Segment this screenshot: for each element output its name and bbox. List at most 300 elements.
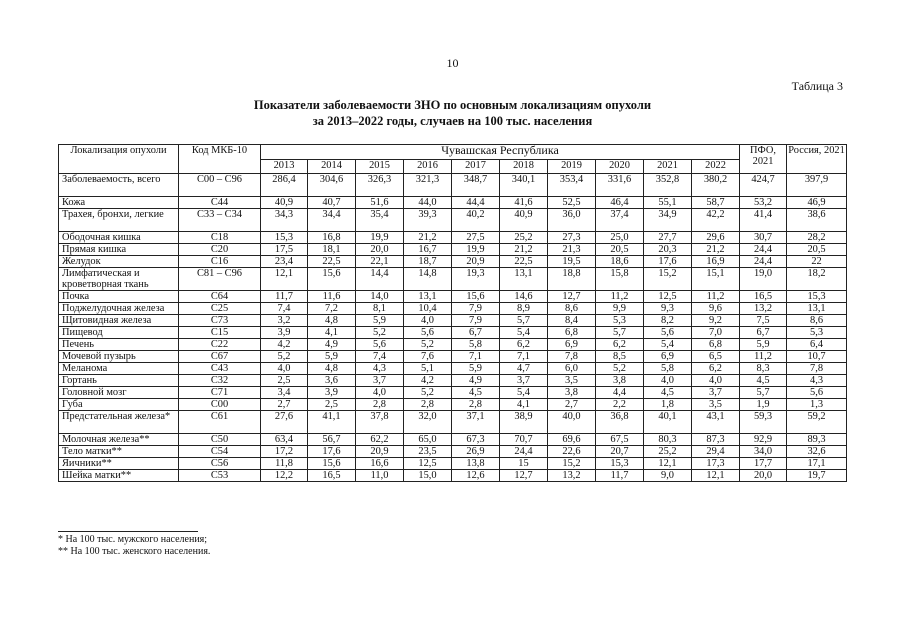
header-region: Чувашская Республика — [261, 145, 740, 160]
value-cell: 4,0 — [404, 315, 452, 327]
site-name-cell: Поджелудочная железа — [59, 303, 179, 315]
table-row — [59, 315, 847, 327]
value-cell: 6,2 — [596, 339, 644, 351]
table-body — [59, 174, 847, 482]
russia-value-cell: 38,6 — [787, 209, 847, 232]
pfo-value-cell: 24,4 — [740, 244, 787, 256]
value-cell: 331,6 — [596, 174, 644, 197]
value-cell: 32,0 — [404, 411, 452, 434]
value-cell: 6,0 — [548, 363, 596, 375]
title-line-1: Показатели заболеваемости ЗНО по основным локализациям опухоли — [253, 98, 652, 112]
value-cell: 20,7 — [596, 446, 644, 458]
icd-code-cell: С15 — [179, 327, 261, 339]
value-cell: 8,4 — [548, 315, 596, 327]
value-cell: 8,1 — [356, 303, 404, 315]
value-cell: 56,7 — [308, 434, 356, 446]
value-cell: 5,1 — [404, 363, 452, 375]
value-cell: 5,7 — [596, 327, 644, 339]
site-name-cell: Пищевод — [59, 327, 179, 339]
value-cell: 40,9 — [500, 209, 548, 232]
value-cell: 4,0 — [692, 375, 740, 387]
value-cell: 5,9 — [452, 363, 500, 375]
value-cell: 18,8 — [548, 268, 596, 291]
value-cell: 37,8 — [356, 411, 404, 434]
footnote-divider — [58, 531, 198, 532]
value-cell: 29,4 — [692, 446, 740, 458]
value-cell: 4,9 — [452, 375, 500, 387]
value-cell: 1,8 — [644, 399, 692, 411]
value-cell: 3,8 — [548, 387, 596, 399]
value-cell: 5,7 — [500, 315, 548, 327]
pfo-value-cell: 6,7 — [740, 327, 787, 339]
value-cell: 70,7 — [500, 434, 548, 446]
value-cell: 25,0 — [596, 232, 644, 244]
value-cell: 43,1 — [692, 411, 740, 434]
value-cell: 40,2 — [452, 209, 500, 232]
value-cell: 8,6 — [548, 303, 596, 315]
header-year: 2016 — [404, 159, 452, 174]
value-cell: 380,2 — [692, 174, 740, 197]
value-cell: 23,5 — [404, 446, 452, 458]
value-cell: 4,1 — [500, 399, 548, 411]
value-cell: 20,0 — [356, 244, 404, 256]
icd-code-cell: С50 — [179, 434, 261, 446]
value-cell: 5,9 — [308, 351, 356, 363]
value-cell: 9,2 — [692, 315, 740, 327]
header-year: 2022 — [692, 159, 740, 174]
value-cell: 15,6 — [308, 268, 356, 291]
icd-code-cell: С25 — [179, 303, 261, 315]
value-cell: 5,2 — [404, 339, 452, 351]
value-cell: 22,5 — [500, 256, 548, 268]
table-row — [59, 458, 847, 470]
header-pfo: ПФО, 2021 — [740, 145, 787, 174]
value-cell: 4,5 — [644, 387, 692, 399]
value-cell: 5,2 — [596, 363, 644, 375]
value-cell: 4,7 — [500, 363, 548, 375]
pfo-value-cell: 8,3 — [740, 363, 787, 375]
pfo-value-cell: 5,9 — [740, 339, 787, 351]
value-cell: 67,3 — [452, 434, 500, 446]
title-line-2: за 2013–2022 годы, случаев на 100 тыс. населения — [312, 114, 593, 128]
value-cell: 12,7 — [548, 291, 596, 303]
value-cell: 2,7 — [548, 399, 596, 411]
icd-code-cell: С73 — [179, 315, 261, 327]
value-cell: 19,9 — [356, 232, 404, 244]
pfo-value-cell: 92,9 — [740, 434, 787, 446]
value-cell: 2,8 — [404, 399, 452, 411]
table-row — [59, 174, 847, 197]
pfo-value-cell: 24,4 — [740, 256, 787, 268]
russia-value-cell: 46,9 — [787, 197, 847, 209]
table-row — [59, 411, 847, 434]
value-cell: 17,6 — [644, 256, 692, 268]
icd-code-cell: С67 — [179, 351, 261, 363]
pfo-value-cell: 16,5 — [740, 291, 787, 303]
table-row — [59, 256, 847, 268]
icd-code-cell: С56 — [179, 458, 261, 470]
table-row — [59, 399, 847, 411]
site-name-cell: Лимфатическая и кроветворная ткань — [59, 268, 179, 291]
table-row — [59, 387, 847, 399]
value-cell: 12,5 — [404, 458, 452, 470]
value-cell: 352,8 — [644, 174, 692, 197]
value-cell: 4,9 — [308, 339, 356, 351]
value-cell: 6,9 — [548, 339, 596, 351]
pfo-value-cell: 30,7 — [740, 232, 787, 244]
value-cell: 27,7 — [644, 232, 692, 244]
value-cell: 40,9 — [261, 197, 308, 209]
value-cell: 6,8 — [548, 327, 596, 339]
site-name-cell: Желудок — [59, 256, 179, 268]
site-name-cell: Яичники** — [59, 458, 179, 470]
value-cell: 17,3 — [692, 458, 740, 470]
value-cell: 22,6 — [548, 446, 596, 458]
value-cell: 7,8 — [548, 351, 596, 363]
russia-value-cell: 8,6 — [787, 315, 847, 327]
header-year: 2013 — [261, 159, 308, 174]
table-header — [59, 145, 847, 174]
value-cell: 34,4 — [308, 209, 356, 232]
value-cell: 3,7 — [692, 387, 740, 399]
russia-value-cell: 13,1 — [787, 303, 847, 315]
value-cell: 22,1 — [356, 256, 404, 268]
pfo-value-cell: 1,9 — [740, 399, 787, 411]
value-cell: 15,6 — [308, 458, 356, 470]
value-cell: 20,9 — [452, 256, 500, 268]
value-cell: 3,6 — [308, 375, 356, 387]
value-cell: 25,2 — [644, 446, 692, 458]
value-cell: 35,4 — [356, 209, 404, 232]
value-cell: 3,7 — [500, 375, 548, 387]
pfo-value-cell: 19,0 — [740, 268, 787, 291]
site-name-cell: Кожа — [59, 197, 179, 209]
value-cell: 16,9 — [692, 256, 740, 268]
icd-code-cell: С32 — [179, 375, 261, 387]
russia-value-cell: 4,3 — [787, 375, 847, 387]
pfo-value-cell: 11,2 — [740, 351, 787, 363]
value-cell: 41,1 — [308, 411, 356, 434]
icd-code-cell: С18 — [179, 232, 261, 244]
value-cell: 16,6 — [356, 458, 404, 470]
value-cell: 87,3 — [692, 434, 740, 446]
header-year: 2019 — [548, 159, 596, 174]
icd-code-cell: С54 — [179, 446, 261, 458]
russia-value-cell: 32,6 — [787, 446, 847, 458]
pfo-value-cell: 59,3 — [740, 411, 787, 434]
value-cell: 5,6 — [356, 339, 404, 351]
value-cell: 3,4 — [261, 387, 308, 399]
value-cell: 4,8 — [308, 363, 356, 375]
site-name-cell: Печень — [59, 339, 179, 351]
value-cell: 5,4 — [500, 327, 548, 339]
value-cell: 3,7 — [356, 375, 404, 387]
value-cell: 14,4 — [356, 268, 404, 291]
value-cell: 340,1 — [500, 174, 548, 197]
icd-code-cell: С53 — [179, 470, 261, 482]
value-cell: 7,9 — [452, 303, 500, 315]
russia-value-cell: 19,7 — [787, 470, 847, 482]
site-name-cell: Почка — [59, 291, 179, 303]
icd-code-cell: С61 — [179, 411, 261, 434]
value-cell: 13,8 — [452, 458, 500, 470]
value-cell: 40,1 — [644, 411, 692, 434]
value-cell: 5,8 — [644, 363, 692, 375]
header-year: 2015 — [356, 159, 404, 174]
value-cell: 6,8 — [692, 339, 740, 351]
table-row — [59, 351, 847, 363]
russia-value-cell: 7,8 — [787, 363, 847, 375]
value-cell: 11,7 — [261, 291, 308, 303]
icd-code-cell: С20 — [179, 244, 261, 256]
value-cell: 7,4 — [356, 351, 404, 363]
value-cell: 348,7 — [452, 174, 500, 197]
table-row — [59, 197, 847, 209]
footnote-male: * На 100 тыс. мужского населения; — [58, 534, 208, 545]
value-cell: 20,3 — [644, 244, 692, 256]
table-row — [59, 327, 847, 339]
value-cell: 40,0 — [548, 411, 596, 434]
table-row — [59, 268, 847, 291]
value-cell: 17,5 — [261, 244, 308, 256]
site-name-cell: Ободочная кишка — [59, 232, 179, 244]
site-name-cell: Головной мозг — [59, 387, 179, 399]
pfo-value-cell: 17,7 — [740, 458, 787, 470]
value-cell: 7,2 — [308, 303, 356, 315]
value-cell: 20,5 — [596, 244, 644, 256]
value-cell: 44,4 — [452, 197, 500, 209]
value-cell: 21,2 — [692, 244, 740, 256]
value-cell: 7,6 — [404, 351, 452, 363]
value-cell: 65,0 — [404, 434, 452, 446]
value-cell: 25,2 — [500, 232, 548, 244]
value-cell: 42,2 — [692, 209, 740, 232]
value-cell: 67,5 — [596, 434, 644, 446]
value-cell: 29,6 — [692, 232, 740, 244]
icd-code-cell: С81 – С96 — [179, 268, 261, 291]
value-cell: 63,4 — [261, 434, 308, 446]
value-cell: 3,9 — [308, 387, 356, 399]
value-cell: 18,7 — [404, 256, 452, 268]
site-name-cell: Щитовидная железа — [59, 315, 179, 327]
value-cell: 5,6 — [644, 327, 692, 339]
site-name-cell: Губа — [59, 399, 179, 411]
value-cell: 2,5 — [261, 375, 308, 387]
value-cell: 41,6 — [500, 197, 548, 209]
footnote-female: ** На 100 тыс. женского населения. — [58, 546, 211, 557]
value-cell: 2,8 — [356, 399, 404, 411]
value-cell: 27,5 — [452, 232, 500, 244]
header-code: Код МКБ-10 — [179, 145, 261, 174]
value-cell: 2,5 — [308, 399, 356, 411]
value-cell: 4,3 — [356, 363, 404, 375]
value-cell: 17,2 — [261, 446, 308, 458]
value-cell: 6,7 — [452, 327, 500, 339]
value-cell: 9,3 — [644, 303, 692, 315]
icd-code-cell: С71 — [179, 387, 261, 399]
value-cell: 27,6 — [261, 411, 308, 434]
pfo-value-cell: 5,7 — [740, 387, 787, 399]
icd-code-cell: С16 — [179, 256, 261, 268]
value-cell: 11,6 — [308, 291, 356, 303]
value-cell: 12,6 — [452, 470, 500, 482]
value-cell: 5,2 — [356, 327, 404, 339]
value-cell: 4,0 — [644, 375, 692, 387]
value-cell: 5,6 — [404, 327, 452, 339]
icd-code-cell: С33 – С34 — [179, 209, 261, 232]
pfo-value-cell: 53,2 — [740, 197, 787, 209]
value-cell: 9,9 — [596, 303, 644, 315]
value-cell: 3,2 — [261, 315, 308, 327]
value-cell: 5,8 — [452, 339, 500, 351]
value-cell: 7,0 — [692, 327, 740, 339]
value-cell: 326,3 — [356, 174, 404, 197]
value-cell: 15,0 — [404, 470, 452, 482]
value-cell: 10,4 — [404, 303, 452, 315]
header-year: 2018 — [500, 159, 548, 174]
value-cell: 8,5 — [596, 351, 644, 363]
value-cell: 5,2 — [261, 351, 308, 363]
value-cell: 8,2 — [644, 315, 692, 327]
value-cell: 15,3 — [261, 232, 308, 244]
russia-value-cell: 22 — [787, 256, 847, 268]
value-cell: 15,1 — [692, 268, 740, 291]
value-cell: 36,0 — [548, 209, 596, 232]
table-row — [59, 470, 847, 482]
value-cell: 5,4 — [644, 339, 692, 351]
value-cell: 9,6 — [692, 303, 740, 315]
value-cell: 13,1 — [404, 291, 452, 303]
value-cell: 26,9 — [452, 446, 500, 458]
value-cell: 15,2 — [548, 458, 596, 470]
header-year: 2014 — [308, 159, 356, 174]
value-cell: 9,0 — [644, 470, 692, 482]
value-cell: 353,4 — [548, 174, 596, 197]
value-cell: 5,2 — [404, 387, 452, 399]
icd-code-cell: С44 — [179, 197, 261, 209]
russia-value-cell: 1,3 — [787, 399, 847, 411]
value-cell: 13,1 — [500, 268, 548, 291]
value-cell: 40,7 — [308, 197, 356, 209]
value-cell: 16,5 — [308, 470, 356, 482]
russia-value-cell: 397,9 — [787, 174, 847, 197]
pfo-value-cell: 7,5 — [740, 315, 787, 327]
site-name-cell: Тело матки** — [59, 446, 179, 458]
value-cell: 321,3 — [404, 174, 452, 197]
value-cell: 34,3 — [261, 209, 308, 232]
pfo-value-cell: 34,0 — [740, 446, 787, 458]
footnotes — [58, 534, 210, 558]
value-cell: 15,3 — [596, 458, 644, 470]
table-row — [59, 303, 847, 315]
value-cell: 20,9 — [356, 446, 404, 458]
value-cell: 7,1 — [500, 351, 548, 363]
value-cell: 21,2 — [500, 244, 548, 256]
russia-value-cell: 17,1 — [787, 458, 847, 470]
table-row — [59, 232, 847, 244]
value-cell: 6,5 — [692, 351, 740, 363]
value-cell: 3,5 — [548, 375, 596, 387]
value-cell: 11,8 — [261, 458, 308, 470]
value-cell: 34,9 — [644, 209, 692, 232]
value-cell: 7,4 — [261, 303, 308, 315]
value-cell: 7,1 — [452, 351, 500, 363]
value-cell: 15,2 — [644, 268, 692, 291]
value-cell: 21,2 — [404, 232, 452, 244]
value-cell: 4,8 — [308, 315, 356, 327]
header-year: 2020 — [596, 159, 644, 174]
value-cell: 11,2 — [692, 291, 740, 303]
table-row — [59, 339, 847, 351]
site-name-cell: Гортань — [59, 375, 179, 387]
value-cell: 37,4 — [596, 209, 644, 232]
value-cell: 19,3 — [452, 268, 500, 291]
russia-value-cell: 15,3 — [787, 291, 847, 303]
value-cell: 38,9 — [500, 411, 548, 434]
value-cell: 6,2 — [500, 339, 548, 351]
value-cell: 3,5 — [692, 399, 740, 411]
site-name-cell: Мочевой пузырь — [59, 351, 179, 363]
value-cell: 4,4 — [596, 387, 644, 399]
table-row — [59, 363, 847, 375]
value-cell: 27,3 — [548, 232, 596, 244]
table-row — [59, 291, 847, 303]
table-row — [59, 375, 847, 387]
pfo-value-cell: 4,5 — [740, 375, 787, 387]
value-cell: 17,6 — [308, 446, 356, 458]
value-cell: 12,1 — [261, 268, 308, 291]
value-cell: 14,8 — [404, 268, 452, 291]
icd-code-cell: С43 — [179, 363, 261, 375]
value-cell: 286,4 — [261, 174, 308, 197]
value-cell: 11,0 — [356, 470, 404, 482]
value-cell: 2,7 — [261, 399, 308, 411]
value-cell: 36,8 — [596, 411, 644, 434]
value-cell: 18,6 — [596, 256, 644, 268]
value-cell: 5,9 — [356, 315, 404, 327]
table-title — [0, 97, 905, 129]
russia-value-cell: 5,6 — [787, 387, 847, 399]
value-cell: 39,3 — [404, 209, 452, 232]
value-cell: 8,9 — [500, 303, 548, 315]
icd-code-cell: С64 — [179, 291, 261, 303]
value-cell: 4,0 — [261, 363, 308, 375]
table-row — [59, 209, 847, 232]
value-cell: 6,2 — [692, 363, 740, 375]
header-year: 2021 — [644, 159, 692, 174]
value-cell: 12,1 — [692, 470, 740, 482]
value-cell: 4,1 — [308, 327, 356, 339]
site-name-cell: Трахея, бронхи, легкие — [59, 209, 179, 232]
site-name-cell: Заболеваемость, всего — [59, 174, 179, 197]
russia-value-cell: 89,3 — [787, 434, 847, 446]
value-cell: 15 — [500, 458, 548, 470]
value-cell: 6,9 — [644, 351, 692, 363]
value-cell: 24,4 — [500, 446, 548, 458]
value-cell: 52,5 — [548, 197, 596, 209]
value-cell: 16,7 — [404, 244, 452, 256]
russia-value-cell: 18,2 — [787, 268, 847, 291]
icd-code-cell: С00 – С96 — [179, 174, 261, 197]
pfo-value-cell: 424,7 — [740, 174, 787, 197]
value-cell: 15,8 — [596, 268, 644, 291]
russia-value-cell: 20,5 — [787, 244, 847, 256]
value-cell: 11,7 — [596, 470, 644, 482]
site-name-cell: Шейка матки** — [59, 470, 179, 482]
value-cell: 5,3 — [596, 315, 644, 327]
value-cell: 3,9 — [261, 327, 308, 339]
value-cell: 14,6 — [500, 291, 548, 303]
